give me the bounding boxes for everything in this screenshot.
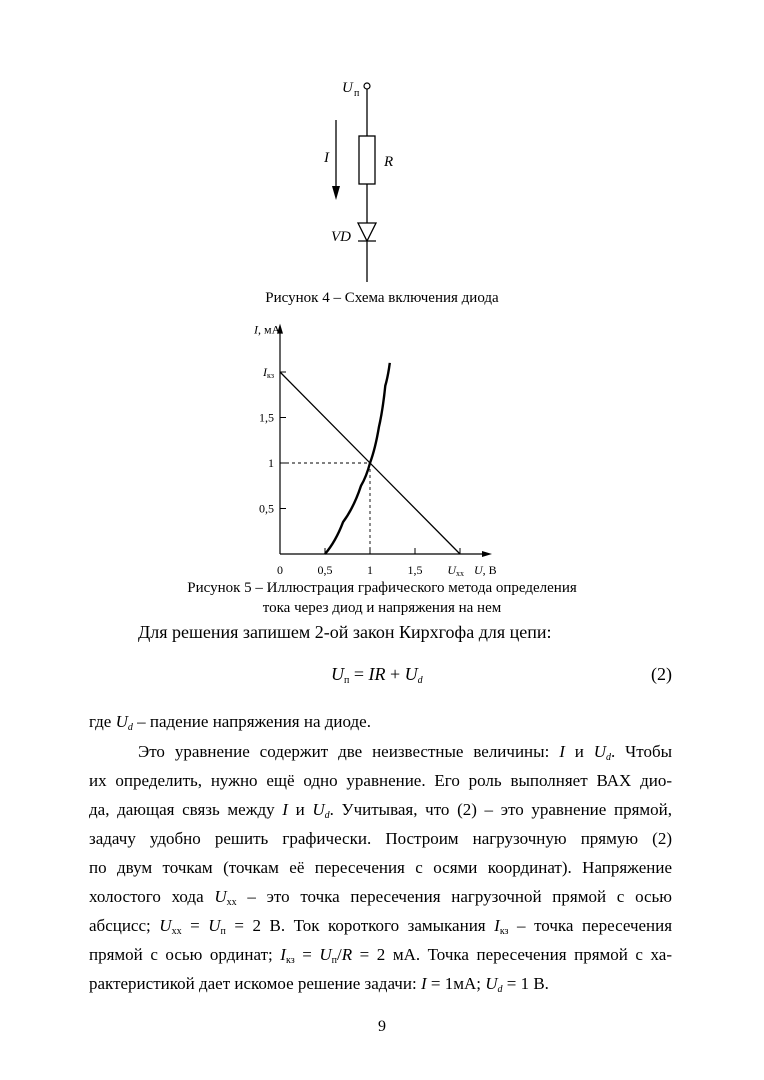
x-axis-label: U, В bbox=[474, 563, 497, 577]
page-number: 9 bbox=[378, 1018, 386, 1035]
figure-5-caption-line2: тока через диод и напряжения на нем bbox=[262, 600, 502, 616]
figure-4-caption: Рисунок 4 – Схема включения диода bbox=[265, 290, 499, 306]
supply-label-sub: п bbox=[354, 88, 360, 99]
y-tick-label: 1,5 bbox=[259, 410, 274, 425]
resistor-label: R bbox=[384, 154, 394, 170]
para-line-7: абсцисс; $U_{хх} = U_п = 2$ В. Ток короткого замыкания $I_{кз}$ – точка пересечения bbox=[89, 916, 673, 937]
x-tick-label: 1,5 bbox=[407, 563, 423, 577]
para-line-6: холостого хода $U_{хх}$ – это точка пересечения нагрузочной прямой с осью bbox=[89, 887, 672, 908]
where-line: где Ud – падение напряжения на диоде. bbox=[89, 712, 371, 733]
vi-chart bbox=[240, 318, 530, 580]
figure-5-caption-line1: Рисунок 5 – Иллюстрация графического метода определения bbox=[187, 580, 577, 596]
para-line-1: Это уравнение содержит две неизвестные величины: I и Ud. Чтобы bbox=[138, 742, 673, 763]
y-tick-label: 1 bbox=[268, 456, 274, 470]
y-tick-label: Iкз bbox=[263, 365, 274, 380]
y-axis-label: I, мА bbox=[254, 322, 281, 337]
equation-2: $U_п$ = IR + Ud bbox=[331, 664, 423, 686]
para-line-2: их определить, нужно ещё одно уравнение. Его роль выполняет ВАХ дио- bbox=[89, 771, 672, 790]
diode bbox=[358, 223, 376, 241]
circuit-diagram bbox=[300, 70, 460, 285]
para-line-5: по двум точкам (точкам её пересечения с осями координат). Напряжение bbox=[89, 858, 672, 877]
equation-number: (2) bbox=[651, 664, 672, 684]
para-line-9: рактеристикой дает искомое решение задачи: I = 1мА; Ud = 1 В. bbox=[89, 974, 549, 995]
para-line-8: прямой с осью ординат; $I_{кз} = U_п/R = 2$ мА. Точка пересечения прямой с ха- bbox=[89, 945, 673, 966]
y-tick-label: 0,5 bbox=[259, 501, 274, 516]
current-arrow-head bbox=[332, 186, 340, 200]
x-tick-label: 1 bbox=[367, 563, 373, 577]
diode-label: VD bbox=[331, 229, 351, 245]
supply-terminal bbox=[364, 83, 370, 89]
para-line-4: задачу удобно решить графически. Построим нагрузочную прямую (2) bbox=[89, 829, 672, 848]
x-tick-label: 0 bbox=[277, 563, 283, 577]
resistor bbox=[359, 136, 375, 184]
current-label: I bbox=[324, 150, 329, 166]
supply-label: U bbox=[342, 80, 353, 96]
x-tick-label: 0,5 bbox=[317, 563, 333, 577]
x-tick-label: Uхх bbox=[447, 563, 464, 578]
intro-text: Для решения запишем 2-ой закон Кирхгофа для цепи: bbox=[138, 622, 552, 642]
para-line-3: да, дающая связь между I и Ud. Учитывая, что (2) – это уравнение прямой, bbox=[89, 800, 672, 821]
diode-curve bbox=[325, 363, 390, 554]
x-axis-arrow bbox=[482, 551, 492, 557]
